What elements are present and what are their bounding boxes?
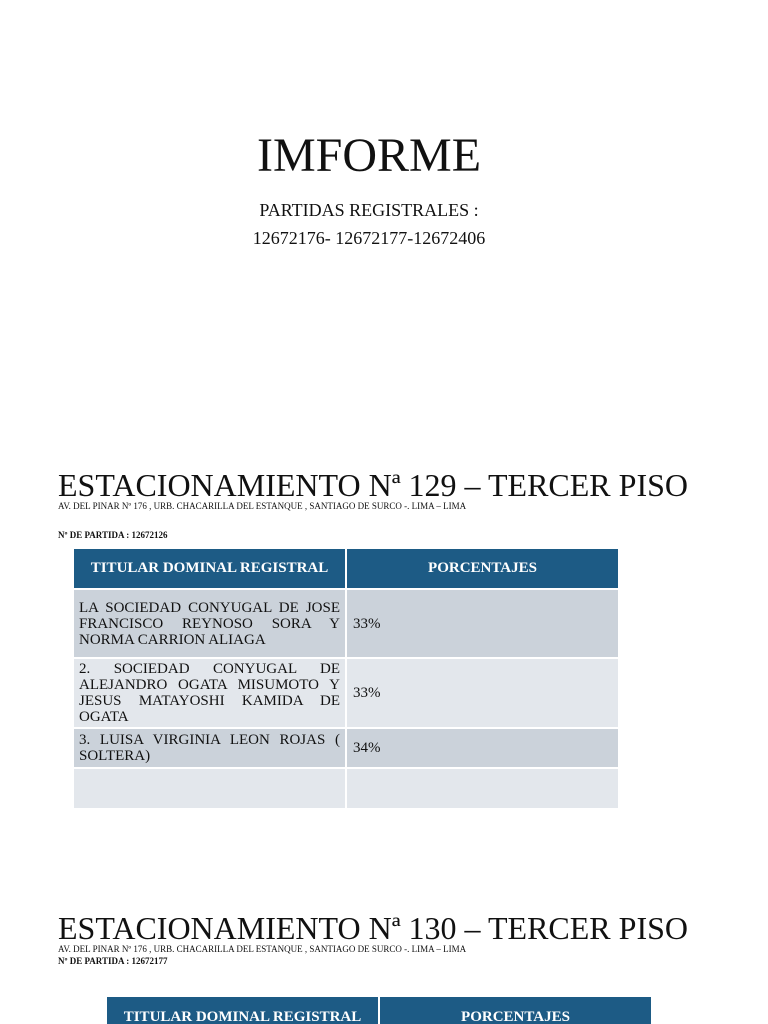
porcentaje-cell: 33%: [346, 658, 618, 728]
section-title-130: ESTACIONAMIENTO Nª 130 – TERCER PISO: [58, 910, 688, 946]
porcentaje-cell: 33%: [346, 589, 618, 658]
table-header-row: [107, 997, 651, 1024]
header-porcentajes: PORCENTAJES: [379, 997, 651, 1024]
porcentaje-cell: 34%: [346, 728, 618, 768]
section-address-129: AV. DEL PINAR Nº 176 , URB. CHACARILLA DEL ESTANQUE , SANTIAGO DE SURCO -. LIMA – LIMA: [58, 501, 467, 511]
section-address-130: AV. DEL PINAR Nº 176 , URB. CHACARILLA DEL ESTANQUE , SANTIAGO DE SURCO -. LIMA – LIMA: [58, 944, 467, 954]
report-subtitle: PARTIDAS REGISTRALES :: [259, 200, 479, 220]
table-header-row: [74, 549, 618, 589]
section-title-129: ESTACIONAMIENTO Nª 129 – TERCER PISO: [58, 467, 688, 503]
table-row: [74, 658, 618, 728]
report-header: [0, 128, 738, 252]
section-partida-129: Nº DE PARTIDA : 12672126: [58, 530, 168, 540]
titular-table-130: [107, 997, 651, 1024]
titular-cell: 3. LUISA VIRGINIA LEON ROJAS ( SOLTERA): [74, 728, 346, 768]
titular-cell: LA SOCIEDAD CONYUGAL DE JOSE FRANCISCO REYNOSO SORA Y NORMA CARRION ALIAGA: [74, 589, 346, 658]
table-row: [74, 728, 618, 768]
report-title: IMFORME: [256, 129, 482, 182]
header-titular: TITULAR DOMINAL REGISTRAL: [74, 549, 346, 589]
header-titular: TITULAR DOMINAL REGISTRAL: [107, 997, 379, 1024]
section-partida-130: Nº DE PARTIDA : 12672177: [58, 956, 168, 966]
table-row: [74, 768, 618, 808]
porcentaje-cell: [346, 768, 618, 808]
table-row: [74, 589, 618, 658]
header-porcentajes: PORCENTAJES: [346, 549, 618, 589]
report-partidas: 12672176- 12672177-12672406: [252, 228, 486, 248]
titular-cell: [74, 768, 346, 808]
titular-table-129: [74, 549, 618, 808]
titular-cell: 2. SOCIEDAD CONYUGAL DE ALEJANDRO OGATA MISUMOTO Y JESUS MATAYOSHI KAMIDA DE OGATA: [74, 658, 346, 728]
